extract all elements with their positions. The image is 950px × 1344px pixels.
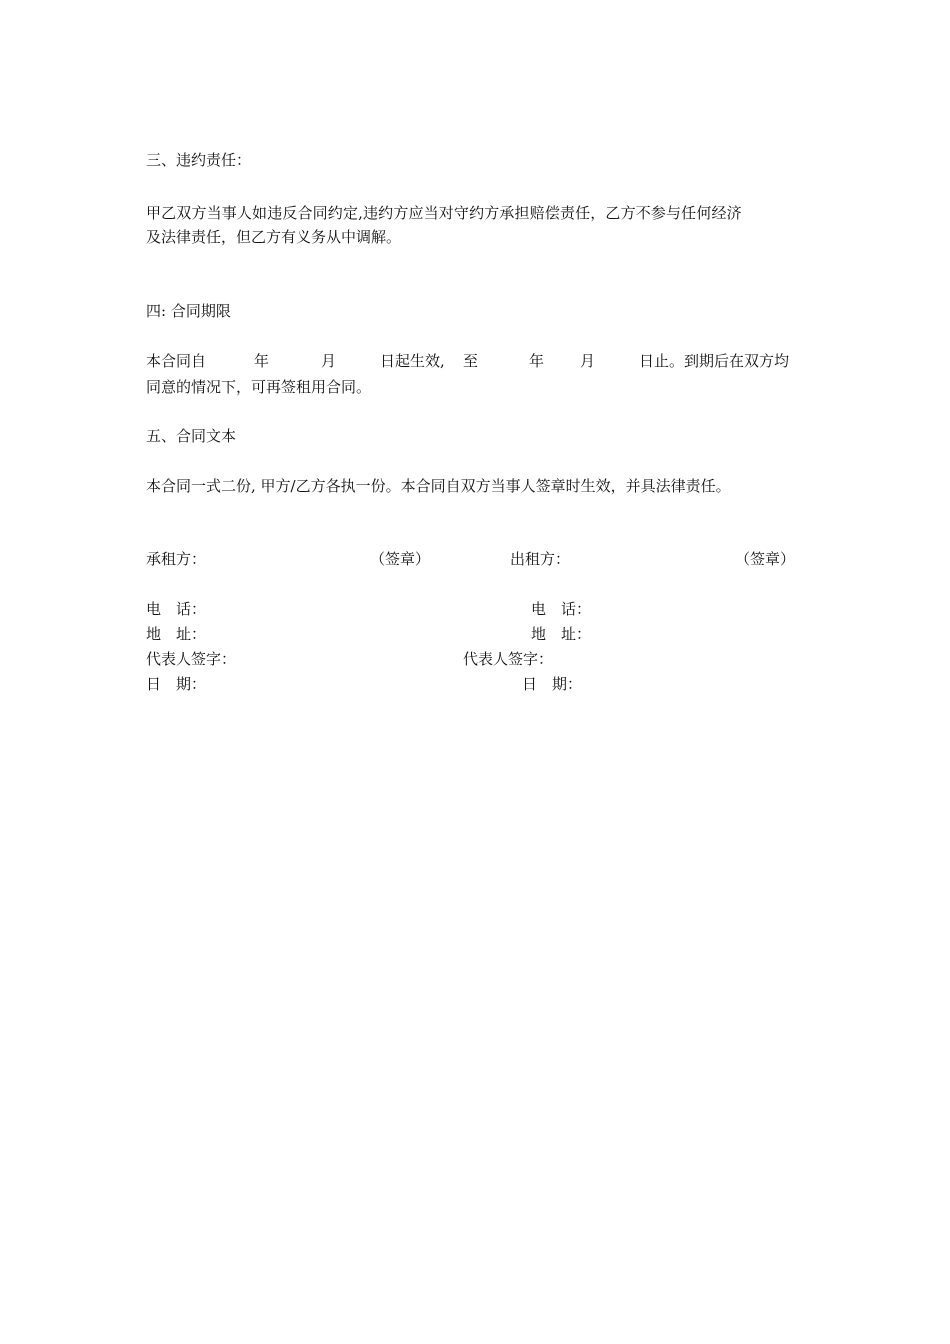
lessor-address-label: 地 址： xyxy=(531,625,592,643)
term-start-text: 本合同自 xyxy=(146,352,207,370)
lessor-phone-label: 电 话： xyxy=(531,600,592,618)
lessor-rep-sign-label: 代表人签字： xyxy=(463,650,554,668)
lessor-label: 出租方： xyxy=(510,550,571,568)
term-month-1: 月 xyxy=(321,352,337,370)
lessee-date-label: 日 期： xyxy=(146,675,207,693)
term-year-1: 年 xyxy=(254,352,270,370)
term-end-day: 日止。到期后在双方均 xyxy=(639,352,790,370)
lessee-seal: （签章） xyxy=(370,550,431,568)
lessee-address-label: 地 址： xyxy=(146,625,207,643)
term-year-2: 年 xyxy=(529,352,545,370)
section-heading-text: 五、合同文本 xyxy=(146,427,237,445)
lessee-rep-sign-label: 代表人签字： xyxy=(146,650,237,668)
term-line-2: 同意的情况下，可再签租用合同。 xyxy=(146,378,372,396)
breach-body-line-2: 及法律责任，但乙方有义务从中调解。 xyxy=(146,228,402,246)
breach-body-line-1: 甲乙双方当事人如违反合同约定,违约方应当对守约方承担赔偿责任，乙方不参与任何经济 xyxy=(146,204,742,222)
term-month-2: 月 xyxy=(580,352,596,370)
section-heading-breach: 三、违约责任： xyxy=(146,151,252,169)
lessor-date-label: 日 期： xyxy=(522,675,583,693)
lessee-label: 承租方： xyxy=(146,550,207,568)
section-heading-term: 四: 合同期限 xyxy=(146,302,231,320)
lessee-phone-label: 电 话： xyxy=(146,600,207,618)
lessor-seal: （签章） xyxy=(735,550,796,568)
term-to: 至 xyxy=(463,352,479,370)
term-effective-day: 日起生效, xyxy=(380,352,445,370)
text-body: 本合同一式二份, 甲方/乙方各执一份。本合同自双方当事人签章时生效，并具法律责任。 xyxy=(146,477,731,495)
